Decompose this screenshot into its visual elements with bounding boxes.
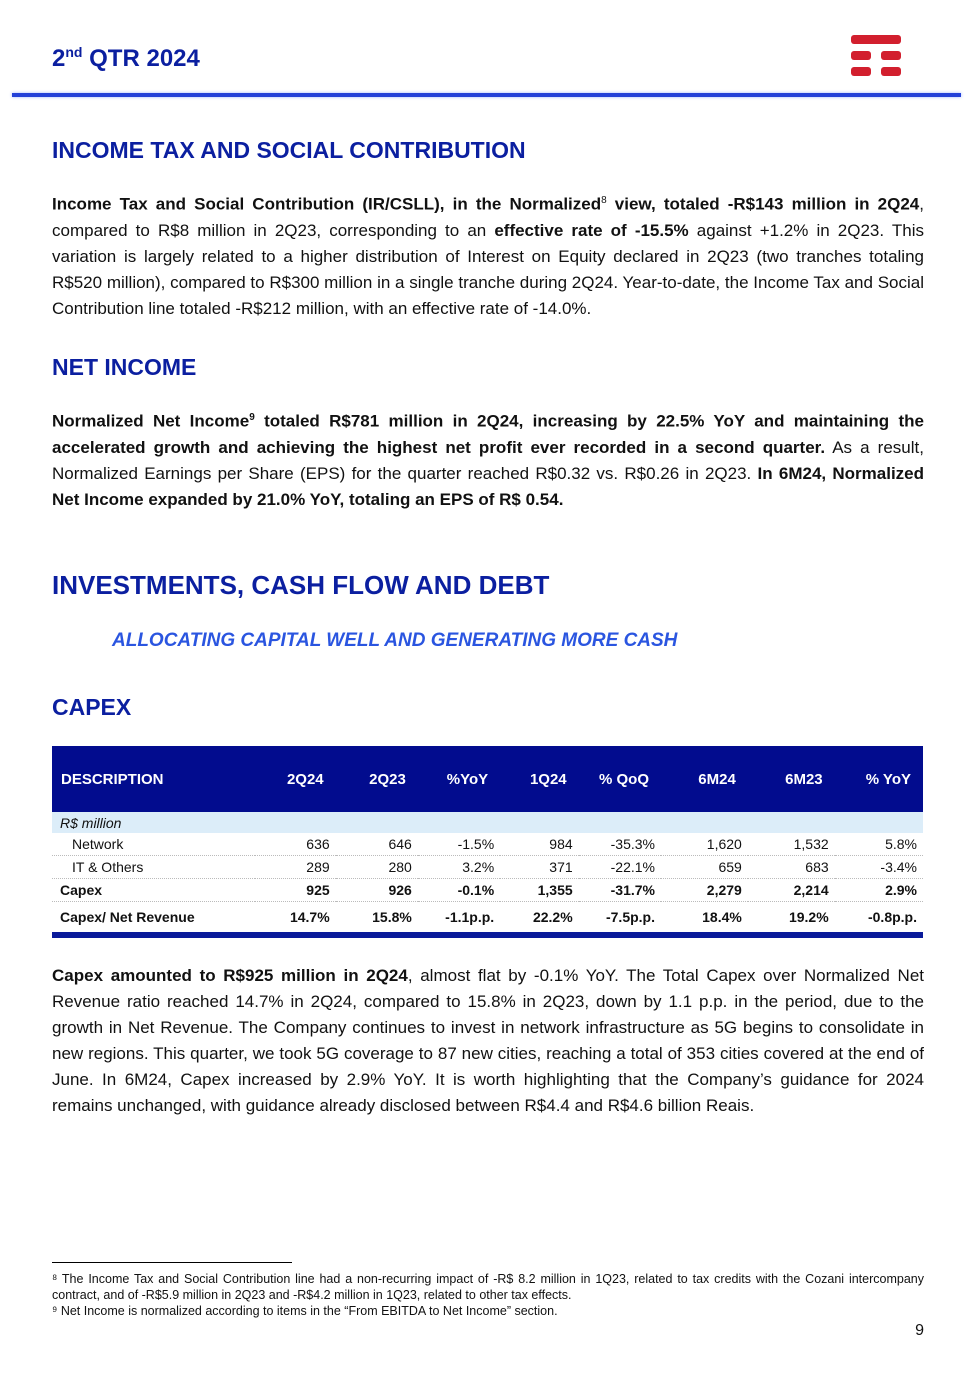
table-cell: -3.4% [835,856,923,879]
section-heading-net-income: NET INCOME [52,354,197,380]
row-label: Capex/ Net Revenue [52,902,255,936]
footnote-divider [52,1262,292,1263]
text-bold: In 6M24, Normalized Net Income expanded by 21.0% YoY, totaling an EPS of R$ 0.54. [52,463,925,509]
column-header: 6M24 [661,746,748,812]
text-bold: totaled R$781 million in 2Q24, increasing by 22.5% YoY and maintaining the accelerated growth and achieving the highest net profit ever recorded in a second quarter. [52,411,924,457]
table-cell: 926 [336,879,418,902]
row-label: Network [52,833,255,856]
header-title [52,44,200,73]
unit-label: R$ million [52,812,923,833]
page-number: 9 [915,1322,924,1339]
tim-logo [851,35,901,77]
text-bold: effective rate of -15.5% [494,220,689,240]
column-header: 6M23 [748,746,835,812]
table-row [52,902,923,936]
text: , almost flat by -0.1% YoY. The Total Capex over Normalized Net Revenue ratio reached 14.7% in 2Q24, compared to 15.8% in 2Q23, down by 1.1 p.p. in the period, due to the growth in Net Revenue. The Company continues to invest in network infrastructure as 5G begins to consolidate in new regions. This quarter, we took 5G coverage to 87 new cities, reaching a total of 353 cities covered at the end of June. In 6M24, Capex increased by 2.9% YoY. It is worth highlighting that the Company’s guidance for 2024 remains unchanged, with guidance already disclosed between R$4.4 and R$4.6 billion Reais. [52,966,924,1115]
footnote-ref: 8 [601,195,607,206]
title-num: 2 [52,45,66,72]
column-header: % QoQ [579,746,661,812]
table-cell: -1.1p.p. [418,902,500,936]
column-header: %YoY [418,746,500,812]
table-cell: 371 [500,856,578,879]
table-cell: 3.2% [418,856,500,879]
capex-paragraph [52,963,924,1119]
table-cell: 2,279 [661,879,748,902]
column-header: 2Q24 [255,746,336,812]
table-cell: -0.1% [418,879,500,902]
table-cell: -0.8p.p. [835,902,923,936]
row-label: Capex [52,879,255,902]
table-cell: 289 [255,856,336,879]
column-header: 2Q23 [336,746,418,812]
table-cell: 984 [500,833,578,856]
footnote-8: ⁸ The Income Tax and Social Contribution line had a non-recurring impact of -R$ 8.2 million in 1Q23, related to tax credits with the Cozani intercompany contract, and of -R$5.9 million in 2Q23 and -R$4.2 million in 1Q23, related to other tax effects. [52,1272,924,1302]
table-cell: 1,620 [661,833,748,856]
table-cell: 18.4% [661,902,748,936]
income-tax-paragraph [52,188,924,322]
table-cell: 646 [336,833,418,856]
section-heading-capex: CAPEX [52,694,132,720]
table-cell: 19.2% [748,902,835,936]
unit-row [52,812,923,833]
text: , compared to R$8 million in 2Q23, corresponding to an [52,194,924,240]
table-cell: 22.2% [500,902,578,936]
table-cell: 659 [661,856,748,879]
column-header: 1Q24 [500,746,578,812]
row-label: IT & Others [52,856,255,879]
text-bold: Income Tax and Social Contribution (IR/CSLL), in the Normalized [52,194,602,214]
table-row [52,856,923,879]
table-cell: 1,355 [500,879,578,902]
table-cell: 2,214 [748,879,835,902]
table-cell: 1,532 [748,833,835,856]
text-bold: Normalized Net Income [52,411,250,431]
section-subtitle: ALLOCATING CAPITAL WELL AND GENERATING MORE CASH [112,630,678,651]
table-cell: 5.8% [835,833,923,856]
table-cell: 683 [748,856,835,879]
capex-table [52,746,923,938]
table-cell: 2.9% [835,879,923,902]
net-income-paragraph [52,405,924,513]
column-header: DESCRIPTION [52,746,255,812]
table-cell: -31.7% [579,879,661,902]
table-header-row [52,746,923,812]
table-cell: -35.3% [579,833,661,856]
footnote-9: ⁹ Net Income is normalized according to items in the “From EBITDA to Net Income” section. [52,1304,558,1318]
table-cell: 15.8% [336,902,418,936]
table-cell: -22.1% [579,856,661,879]
table-cell: 14.7% [255,902,336,936]
table-row [52,833,923,856]
table-row [52,879,923,902]
text: As a result, Normalized Earnings per Share (EPS) for the quarter reached R$0.32 vs. R$0.26 in 2Q23. [52,437,924,483]
footnote-ref: 9 [249,412,255,423]
section-heading-income-tax: INCOME TAX AND SOCIAL CONTRIBUTION [52,137,526,163]
text-bold: Capex amounted to R$925 million in 2Q24 [52,966,408,985]
section-heading-investments: INVESTMENTS, CASH FLOW AND DEBT [52,570,550,600]
table-cell: 280 [336,856,418,879]
title-rest: QTR 2024 [82,45,200,72]
column-header: % YoY [835,746,923,812]
text: against +1.2% in 2Q23. This variation is largely related to a higher distribution of Interest on Equity declared in 2Q23 (two tranches totaling R$520 million), compared to R$300 million in a single tranche during 2Q24. Year-to-date, the Income Tax and Social Contribution line totaled -R$212 million, with an effective rate of -14.0%. [52,220,924,318]
table-cell: 636 [255,833,336,856]
table-cell: 925 [255,879,336,902]
header-divider [12,93,961,97]
text-bold: view, totaled -R$143 million in 2Q24 [606,194,920,214]
title-sup: nd [65,44,83,60]
table-cell: -1.5% [418,833,500,856]
table-cell: -7.5p.p. [579,902,661,936]
